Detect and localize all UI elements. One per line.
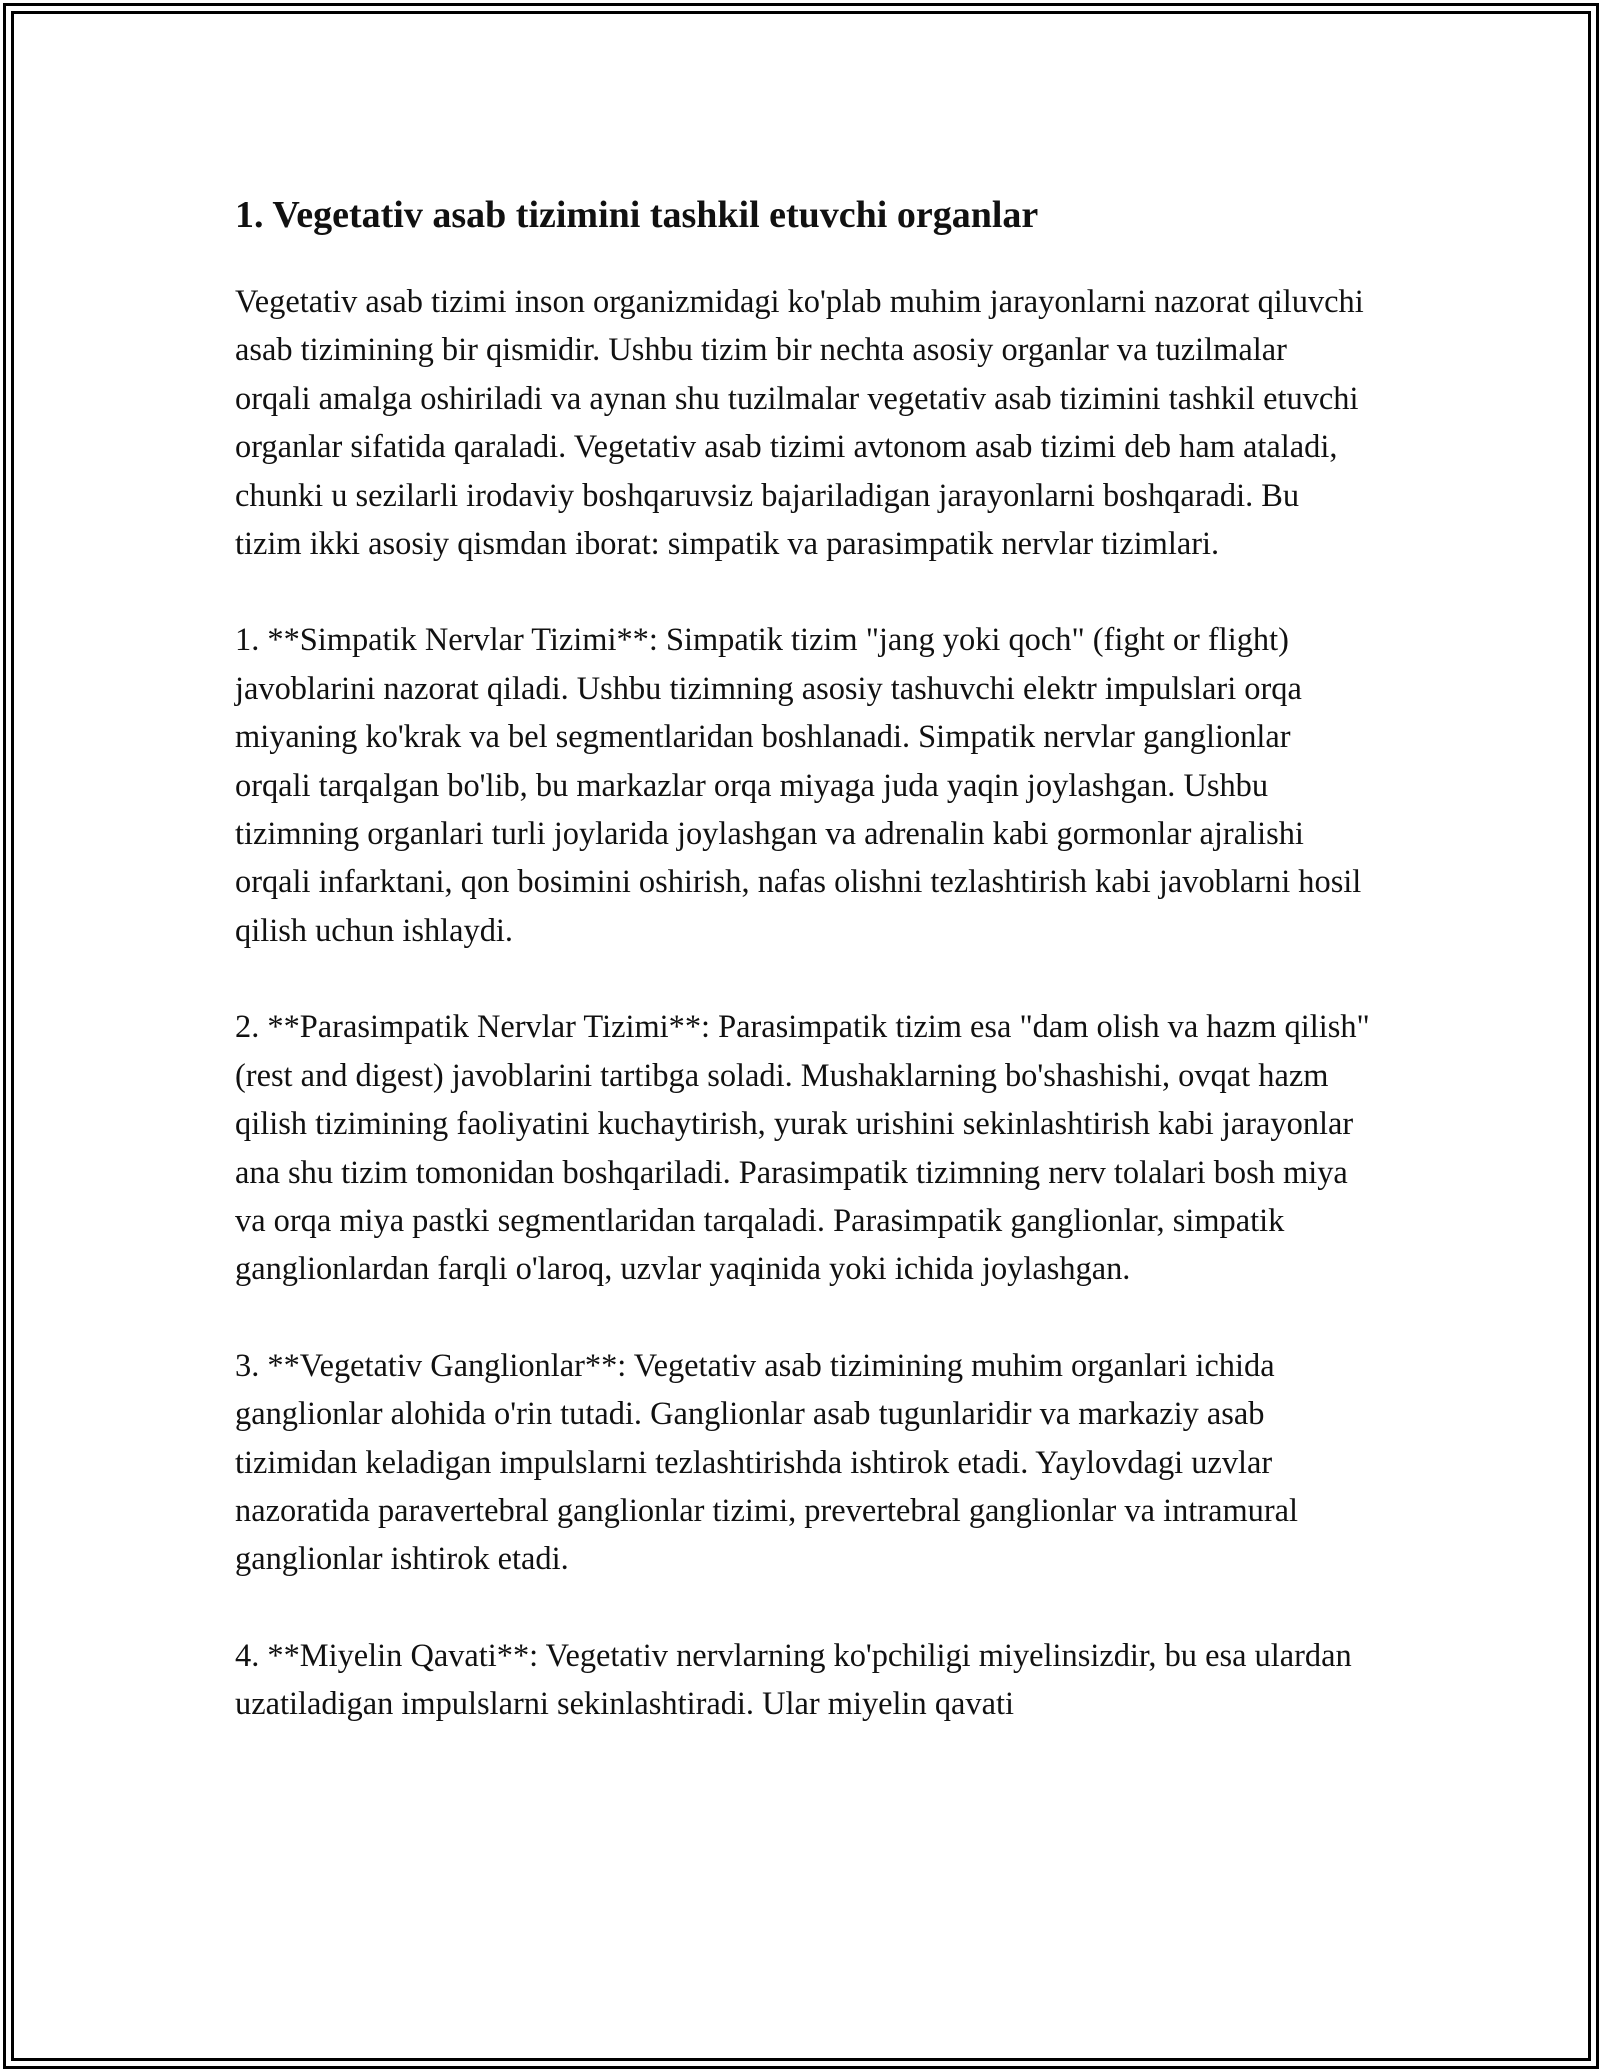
page-title: 1. Vegetativ asab tizimini tashkil etuvchi organlar — [235, 194, 1039, 236]
myelin-paragraph: 4. **Miyelin Qavati**: Vegetativ nervlarning ko'pchiligi miyelinsizdir, bu esa ulardan uzatiladigan impulslarni sekinlashtiradi. Ular miyelin qavati — [235, 1637, 1352, 1723]
document-body — [235, 190, 1370, 1777]
intro-paragraph: Vegetativ asab tizimi inson organizmidagi ko'plab muhim jarayonlarni nazorat qiluvchi asab tizimining bir qismidir. Ushbu tizim bir nechta asosiy organlar va tuzilmalar orqali amalga oshiriladi va aynan shu tuzilmalar vegetativ asab tizimini tashkil etuvchi organlar sifatida qaraladi. Vegetativ asab tizimi avtonom asab tizimi deb ham ataladi, chunki u sezilarli irodaviy boshqaruvsiz bajariladigan jarayonlarni boshqaradi. Bu tizim ikki asosiy qismdan iborat: simpatik va parasimpatik nervlar tizimlari. — [235, 284, 1364, 563]
sympathetic-paragraph: 1. **Simpatik Nervlar Tizimi**: Simpatik tizim "jang yoki qoch" (fight or flight) javoblarini nazorat qiladi. Ushbu tizimning asosiy tashuvchi elektr impulslari orqa miyaning ko'krak va bel segmentlaridan boshlanadi. Simpatik nervlar ganglionlar orqali tarqalgan bo'lib, bu markazlar orqa miyaga juda yaqin joylashgan. Ushbu tizimning organlari turli joylarida joylashgan va adrenalin kabi gormonlar ajralishi orqali infarktani, qon bosimini oshirish, nafas olishni tezlashtirish kabi javoblarni hosil qilish uchun ishlaydi. — [235, 622, 1362, 949]
ganglia-paragraph: 3. **Vegetativ Ganglionlar**: Vegetativ asab tizimining muhim organlari ichida ganglionlar alohida o'rin tutadi. Ganglionlar asab tugunlaridir va markaziy asab tizimidan keladigan impulslarni tezlashtirishda ishtirok etadi. Yaylovdagi uzvlar nazoratida paravertebral ganglionlar tizimi, prevertebral ganglionlar va intramural ganglionlar ishtirok etadi. — [235, 1347, 1299, 1578]
parasympathetic-paragraph: 2. **Parasimpatik Nervlar Tizimi**: Parasimpatik tizim esa "dam olish va hazm qilish" (rest and digest) javoblarini tartibga soladi. Mushaklarning bo'shashishi, ovqat hazm qilish tizimining faoliyatini kuchaytirish, yurak urishini sekinlashtirish kabi jarayonlar ana shu tizim tomonidan boshqariladi. Parasimpatik tizimning nerv tolalari bosh miya va orqa miya pastki segmentlaridan tarqaladi. Parasimpatik ganglionlar, simpatik ganglionlardan farqli o'laroq, uzvlar yaqinida yoki ichida joylashgan. — [235, 1009, 1370, 1288]
